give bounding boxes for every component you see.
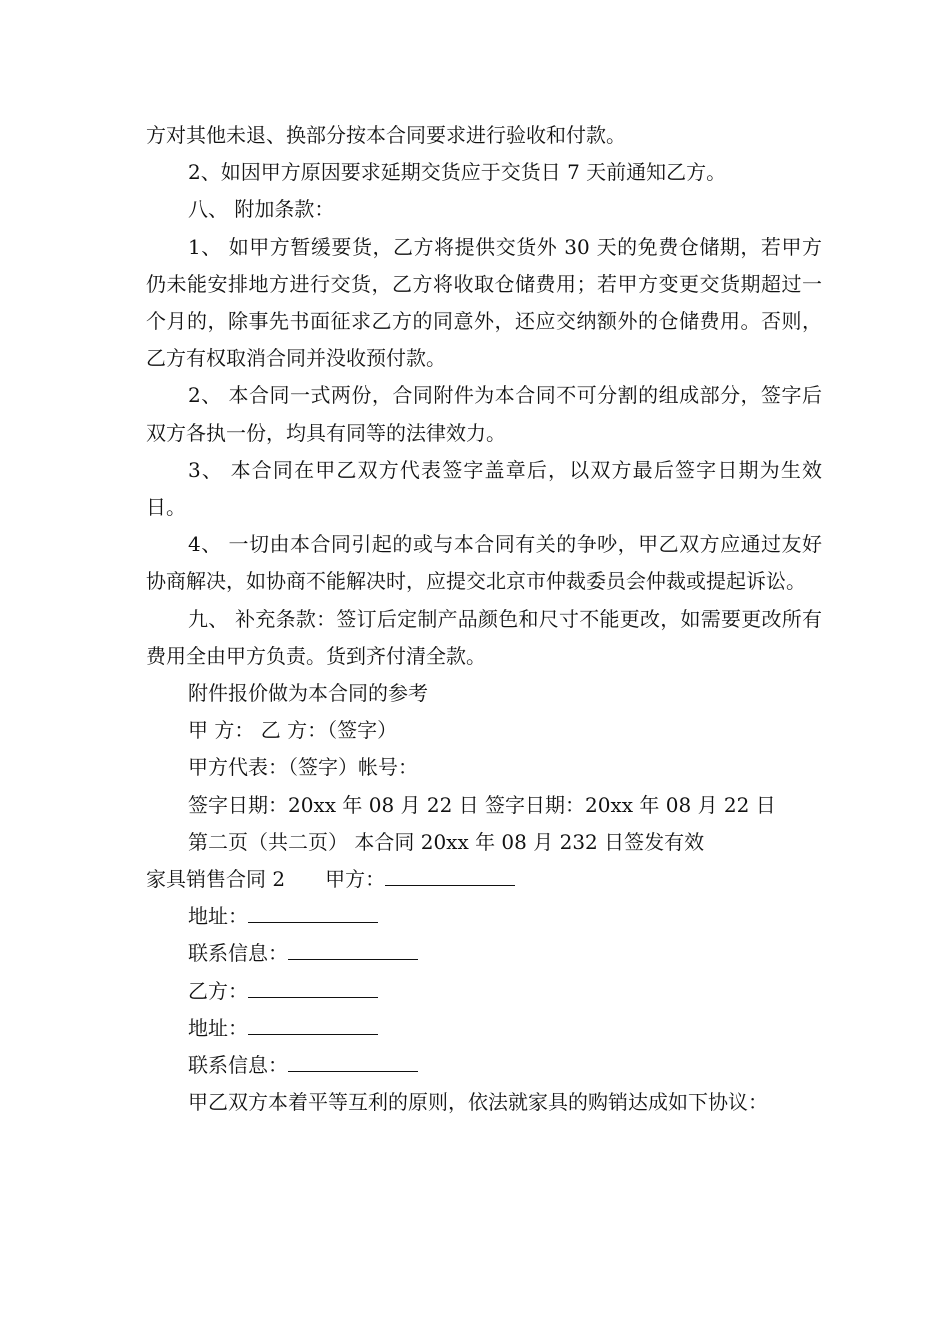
party-a-label: 甲方： [325,867,386,892]
field-line [146,935,822,972]
paragraph: 附件报价做为本合同的参考 [188,681,428,706]
field-line [146,1047,822,1084]
field-blank[interactable] [248,974,378,998]
signature-date-line: 签字日期：20xx 年 08 月 22 日 签字日期：20xx 年 08 月 22 日 [188,792,776,817]
agreement-paragraph: 甲乙双方本着平等互利的原则，依法就家具的购销达成如下协议： [188,1090,768,1115]
paragraph: 1、 如甲方暂缓要货，乙方将提供交货外 30 天的免费仓储期，若甲方仍未能安排地方进行交货，乙方将收取仓储费用；若甲方变更交货期超过一个月的，除事先书面征求乙方的同意外，还应交纳额外的仓储费用。否则，乙方有权取消合同并没收预付款。 [146,234,822,371]
field-label: 联系信息： [188,941,288,966]
field-line [146,898,822,935]
contract2-title-line [146,861,822,898]
page-footer-note: 第二页（共二页） 本合同 20xx 年 08 月 232 日签发有效 [188,829,705,854]
paragraph: 九、 补充条款：签订后定制产品颜色和尺寸不能更改，如需要更改所有费用全由甲方负责。货到齐付清全款。 [146,606,822,668]
field-blank[interactable] [288,936,418,960]
field-line [146,973,822,1010]
field-label: 乙方： [188,978,248,1003]
field-label: 联系信息： [188,1053,288,1078]
paragraph: 方对其他未退、换部分按本合同要求进行验收和付款。 [146,123,626,147]
field-blank[interactable] [248,1011,378,1035]
field-line [146,1010,822,1047]
paragraph: 3、 本合同在甲乙双方代表签字盖章后，以双方最后签字日期为生效日。 [146,457,822,520]
signature-line: 甲 方： 乙 方：（签字） [188,718,398,743]
contract2-title: 家具销售合同 2 [146,867,286,892]
party-a-blank[interactable] [385,862,515,886]
paragraph: 2、 本合同一式两份，合同附件为本合同不可分割的组成部分，签字后双方各执一份，均具有同等的法律效力。 [146,383,822,445]
paragraph: 2、如因甲方原因要求延期交货应于交货日 7 天前通知乙方。 [188,160,727,185]
section-heading: 八、 附加条款： [188,197,335,222]
field-label: 地址： [188,1015,248,1040]
document-body [146,117,822,1121]
signature-line: 甲方代表：（签字）帐号： [188,755,418,780]
field-blank[interactable] [288,1048,418,1072]
field-label: 地址： [188,904,248,929]
field-blank[interactable] [248,899,378,923]
paragraph: 4、 一切由本合同引起的或与本合同有关的争吵，甲乙双方应通过友好协商解决，如协商不能解决时，应提交北京市仲裁委员会仲裁或提起诉讼。 [146,532,822,594]
